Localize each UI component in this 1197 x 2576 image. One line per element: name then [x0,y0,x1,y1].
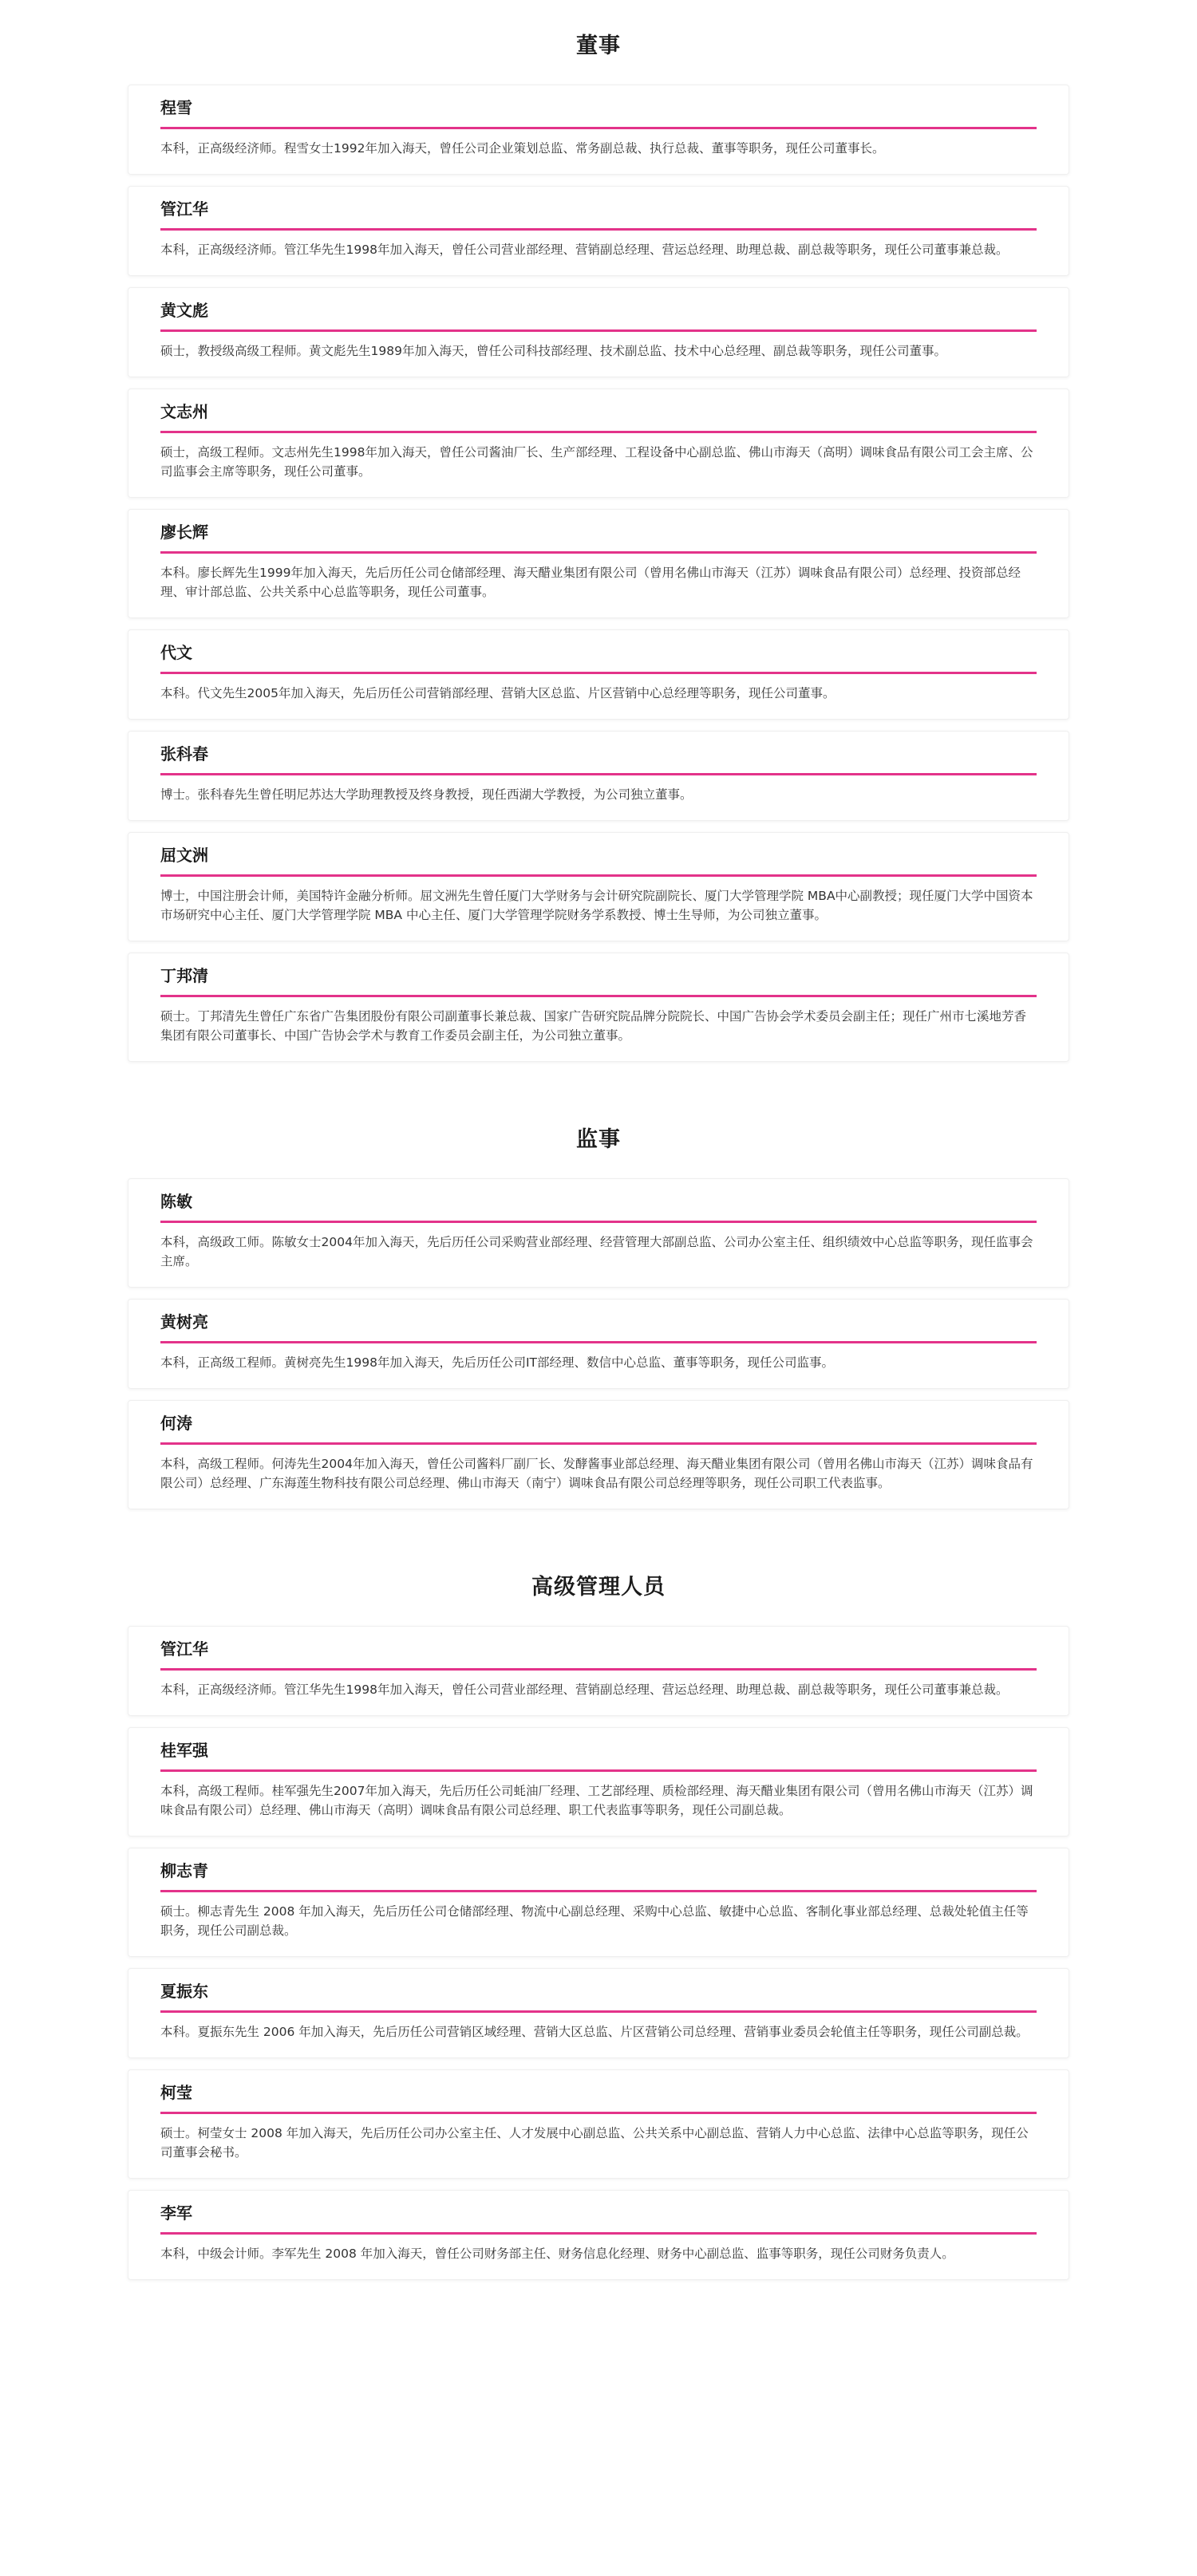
member-name: 黄树亮 [160,1311,1037,1343]
member-name: 桂军强 [160,1739,1037,1772]
member-name: 程雪 [160,97,1037,129]
member-name: 陈敏 [160,1190,1037,1223]
member-bio: 本科，中级会计师。李军先生 2008 年加入海天，曾任公司财务部主任、财务信息化经理、财务中心副总监、监事等职务，现任公司财务负责人。 [160,2247,954,2261]
member-card [128,1968,1069,2058]
member-bio: 本科，正高级经济师。管江华先生1998年加入海天，曾任公司营业部经理、营销副总经理、营运总经理、助理总裁、副总裁等职务，现任公司董事兼总裁。 [160,243,1009,257]
member-bio: 本科，正高级工程师。黄树亮先生1998年加入海天，先后历任公司IT部经理、数信中心总监、董事等职务，现任公司监事。 [160,1355,834,1370]
member-card [128,186,1069,276]
member-card [128,1626,1069,1716]
member-bio: 本科，正高级经济师。管江华先生1998年加入海天，曾任公司营业部经理、营销副总经理、营运总经理、助理总裁、副总裁等职务，现任公司董事兼总裁。 [160,1682,1009,1697]
section-title: 监事 [576,1127,621,1152]
section-supervisors [128,1073,1069,1509]
member-name: 黄文彪 [160,299,1037,332]
member-bio: 硕士，教授级高级工程师。黄文彪先生1989年加入海天，曾任公司科技部经理、技术副总监、技术中心总经理、副总裁等职务，现任公司董事。 [160,344,946,358]
member-bio: 本科，高级工程师。何涛先生2004年加入海天，曾任公司酱料厂副厂长、发酵酱事业部总经理、海天醋业集团有限公司（曾用名佛山市海天（江苏）调味食品有限公司）总经理、广东海莲生物科技有限公司总经理、佛山市海天（南宁）调味食品有限公司总经理等职务，现任公司职工代表监事。 [160,1457,1033,1490]
member-card [128,731,1069,821]
section-directors [128,0,1069,1062]
member-card [128,1848,1069,1957]
member-name: 何涛 [160,1412,1037,1445]
member-bio: 硕士，高级工程师。文志州先生1998年加入海天，曾任公司酱油厂长、生产部经理、工程设备中心副总监、佛山市海天（高明）调味食品有限公司工会主席、公司监事会主席等职务，现任公司董事。 [160,445,1033,479]
member-list [128,1178,1069,1509]
member-card [128,1400,1069,1509]
member-card [128,1299,1069,1389]
member-card [128,1727,1069,1836]
member-name: 柯莹 [160,2081,1037,2114]
member-card [128,1178,1069,1288]
member-bio: 博士，中国注册会计师，美国特许金融分析师。屈文洲先生曾任厦门大学财务与会计研究院副院长、厦门大学管理学院 MBA中心副教授；现任厦门大学中国资本市场研究中心主任、厦门大学管理学院 MBA 中心主任、厦门大学管理学院财务学系教授、博士生导师，为公司独立董事。 [160,889,1033,922]
section-title: 高级管理人员 [531,1575,666,1600]
member-card [128,287,1069,377]
member-name: 丁邦清 [160,965,1037,997]
member-name: 文志州 [160,400,1037,433]
member-bio: 硕士。柳志青先生 2008 年加入海天，先后历任公司仓储部经理、物流中心副总经理、采购中心总监、敏捷中心总监、客制化事业部总经理、总裁处轮值主任等职务，现任公司副总裁。 [160,1904,1029,1938]
member-name: 张科春 [160,743,1037,775]
member-bio: 本科，高级政工师。陈敏女士2004年加入海天，先后历任公司采购营业部经理、经营管理大部副总监、公司办公室主任、组织绩效中心总监等职务，现任监事会主席。 [160,1235,1033,1268]
member-name: 廖长辉 [160,521,1037,554]
member-card [128,953,1069,1062]
member-bio: 本科。夏振东先生 2006 年加入海天，先后历任公司营销区域经理、营销大区总监、片区营销公司总经理、营销事业委员会轮值主任等职务，现任公司副总裁。 [160,2025,1029,2039]
member-name: 屈文洲 [160,844,1037,877]
member-bio: 本科。代文先生2005年加入海天，先后历任公司营销部经理、营销大区总监、片区营销中心总经理等职务，现任公司董事。 [160,686,836,700]
member-bio: 博士。张科春先生曾任明尼苏达大学助理教授及终身教授，现任西湖大学教授，为公司独立董事。 [160,787,693,802]
member-card [128,389,1069,498]
member-card [128,85,1069,175]
member-bio: 本科。廖长辉先生1999年加入海天，先后历任公司仓储部经理、海天醋业集团有限公司（曾用名佛山市海天（江苏）调味食品有限公司）总经理、投资部总经理、审计部总监、公共关系中心总监等职务，现任公司董事。 [160,566,1021,599]
member-card [128,832,1069,941]
member-bio: 硕士。柯莹女士 2008 年加入海天，先后历任公司办公室主任、人才发展中心副总监、公共关系中心副总监、营销人力中心总监、法律中心总监等职务，现任公司董事会秘书。 [160,2126,1029,2160]
member-card [128,2069,1069,2179]
member-name: 管江华 [160,198,1037,231]
section-senior-management [128,1521,1069,2280]
member-bio: 本科，正高级经济师。程雪女士1992年加入海天，曾任公司企业策划总监、常务副总裁、执行总裁、董事等职务，现任公司董事长。 [160,141,885,156]
member-card [128,509,1069,618]
member-list [128,1626,1069,2280]
member-name: 管江华 [160,1638,1037,1671]
member-card [128,629,1069,720]
member-list [128,85,1069,1062]
member-bio: 本科，高级工程师。桂军强先生2007年加入海天，先后历任公司蚝油厂经理、工艺部经理、质检部经理、海天醋业集团有限公司（曾用名佛山市海天（江苏）调味食品有限公司）总经理、佛山市海天（高明）调味食品有限公司总经理、职工代表监事等职务，现任公司副总裁。 [160,1784,1033,1817]
member-bio: 硕士。丁邦清先生曾任广东省广告集团股份有限公司副董事长兼总裁、国家广告研究院品牌分院院长、中国广告协会学术委员会副主任；现任广州市七溪地芳香集团有限公司董事长、中国广告协会学术与教育工作委员会副主任，为公司独立董事。 [160,1009,1027,1043]
member-name: 夏振东 [160,1980,1037,2013]
member-name: 代文 [160,641,1037,674]
member-card [128,2190,1069,2280]
section-title: 董事 [576,34,621,58]
member-name: 柳志青 [160,1860,1037,1892]
member-name: 李军 [160,2202,1037,2235]
